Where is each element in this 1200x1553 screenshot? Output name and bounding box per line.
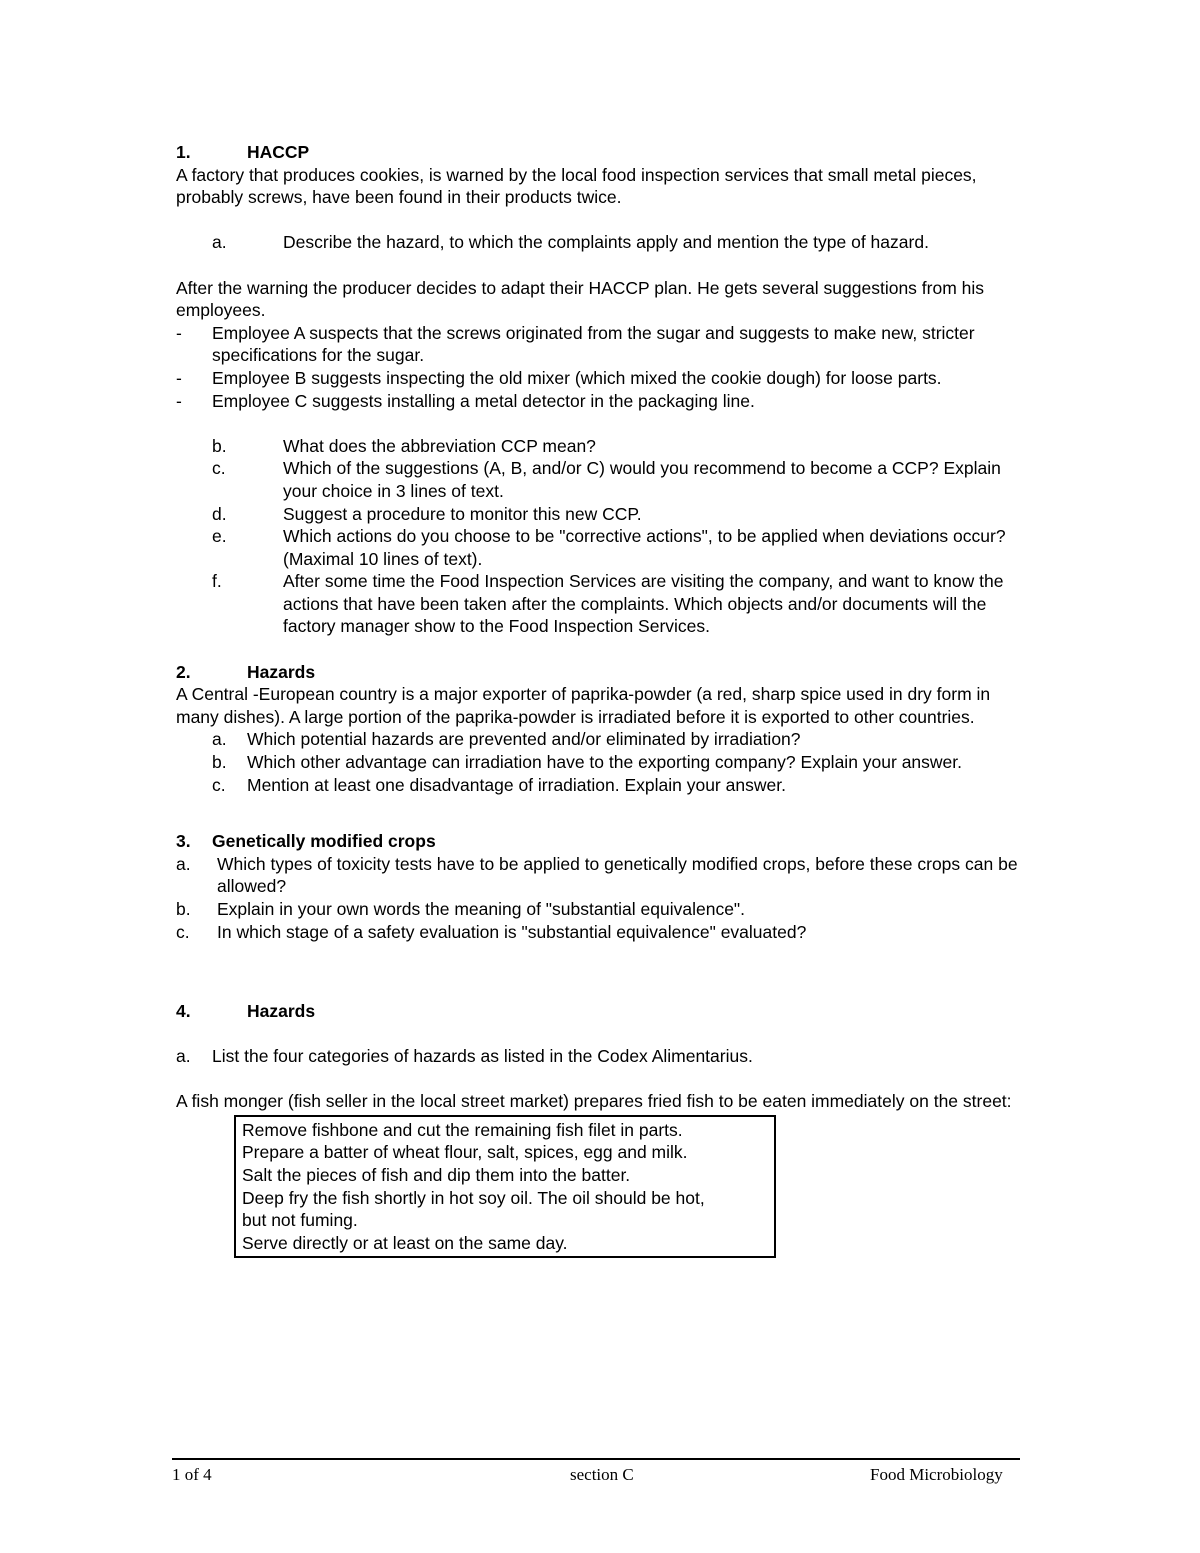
section-1-paragraph: After the warning the producer decides to adapt their HACCP plan. He gets several suggestions from his employees. [176,277,985,321]
question-label: c. [212,774,226,795]
question-text: What does the abbreviation CCP mean? [283,435,596,456]
section-number: 1. [176,142,191,162]
procedure-step: Remove fishbone and cut the remaining fish filet in parts. [242,1119,683,1140]
question-label: e. [212,526,227,547]
question-label: d. [212,503,227,524]
procedure-step: Prepare a batter of wheat flour, salt, spices, egg and milk. [242,1142,688,1163]
section-4-heading [176,1000,1036,1023]
section-2-heading [176,661,1036,684]
question-label: a. [176,853,191,874]
section-number: 4. [176,1000,191,1021]
question-3b [176,898,1036,921]
list-item-text: Employee C suggests installing a metal detector in the packaging line. [212,390,755,411]
question-text: Which potential hazards are prevented and/or eliminated by irradiation? [247,729,801,750]
question-label: c. [176,921,190,942]
list-item [176,367,1036,390]
section-1-intro: A factory that produces cookies, is warned by the local food inspection services that small metal pieces, probably screws, have been found in their products twice. [176,164,977,208]
question-1b [212,435,1036,458]
question-text: Describe the hazard, to which the complaints apply and mention the type of hazard. [283,232,929,253]
question-3a [176,853,1036,898]
question-text: Which actions do you choose to be "corrective actions", to be applied when deviations occur? (Maximal 10 lines of text). [283,526,1006,569]
question-text: In which stage of a safety evaluation is "substantial equivalence" evaluated? [217,921,807,942]
question-text: Suggest a procedure to monitor this new CCP. [283,503,642,524]
procedure-step: Serve directly or at least on the same day. [242,1232,568,1253]
procedure-box [234,1115,776,1259]
question-text: Which of the suggestions (A, B, and/or C) would you recommend to become a CCP? Explain your choice in 3 lines of text. [283,458,1001,501]
question-2b [212,751,1036,774]
question-3c [176,921,1036,944]
procedure-step: Deep fry the fish shortly in hot soy oil. The oil should be hot, but not fuming. [242,1187,705,1231]
section-title: Hazards [247,661,316,682]
question-label: a. [176,1045,191,1066]
question-label: b. [176,899,191,919]
section-title: Genetically modified crops [212,831,436,852]
page-content [176,141,1036,1258]
question-text: Mention at least one disadvantage of irradiation. Explain your answer. [247,774,786,795]
question-1a [212,231,1036,254]
section-title: HACCP [247,142,310,162]
question-2c [212,774,1036,797]
dash-bullet: - [176,390,182,411]
procedure-step: Salt the pieces of fish and dip them into the batter. [242,1164,631,1185]
footer-page-number: 1 of 4 [172,1465,212,1484]
footer-course: Food Microbiology [870,1465,1003,1484]
question-1e [212,525,1036,570]
dash-bullet: - [176,322,182,343]
question-label: a. [212,232,227,253]
question-text: Which types of toxicity tests have to be applied to genetically modified crops, before these crops can be allowed? [217,853,1018,897]
question-label: a. [212,729,227,750]
question-label: f. [212,571,222,592]
list-item [176,390,1036,413]
footer-divider [172,1458,1020,1460]
section-1-heading [176,141,1036,164]
question-label: b. [212,752,227,773]
question-1c [212,457,1036,502]
dash-bullet: - [176,367,182,388]
section-4-paragraph: A fish monger (fish seller in the local street market) prepares fried fish to be eaten immediately on the street: [176,1091,1012,1112]
question-2a [212,728,1036,751]
question-4a [176,1045,1036,1068]
question-text: Which other advantage can irradiation have to the exporting company? Explain your answer. [247,752,963,773]
section-3-heading [176,830,1036,853]
footer-section: section C [570,1465,634,1484]
section-2-intro: A Central -European country is a major exporter of paprika-powder (a red, sharp spice used in dry form in many dishes). A large portion of the paprika-powder is irradiated before it is exported to other countries. [176,684,991,727]
question-text: Explain in your own words the meaning of "substantial equivalence". [217,899,746,919]
section-title: Hazards [247,1000,316,1021]
question-1f [212,570,1036,638]
list-item [176,322,1036,367]
question-label: b. [212,435,227,456]
list-item-text: Employee A suspects that the screws originated from the sugar and suggests to make new, stricter specifications for the sugar. [212,322,975,366]
list-item-text: Employee B suggests inspecting the old mixer (which mixed the cookie dough) for loose parts. [212,367,942,388]
section-number: 2. [176,661,191,682]
question-text: After some time the Food Inspection Services are visiting the company, and want to know the actions that have been taken after the complaints. Which objects and/or documents will the factory manager show to the Food Inspection Services. [283,571,1004,637]
question-label: c. [212,458,226,479]
section-number: 3. [176,831,191,852]
question-1d [212,503,1036,526]
question-text: List the four categories of hazards as listed in the Codex Alimentarius. [212,1045,753,1066]
